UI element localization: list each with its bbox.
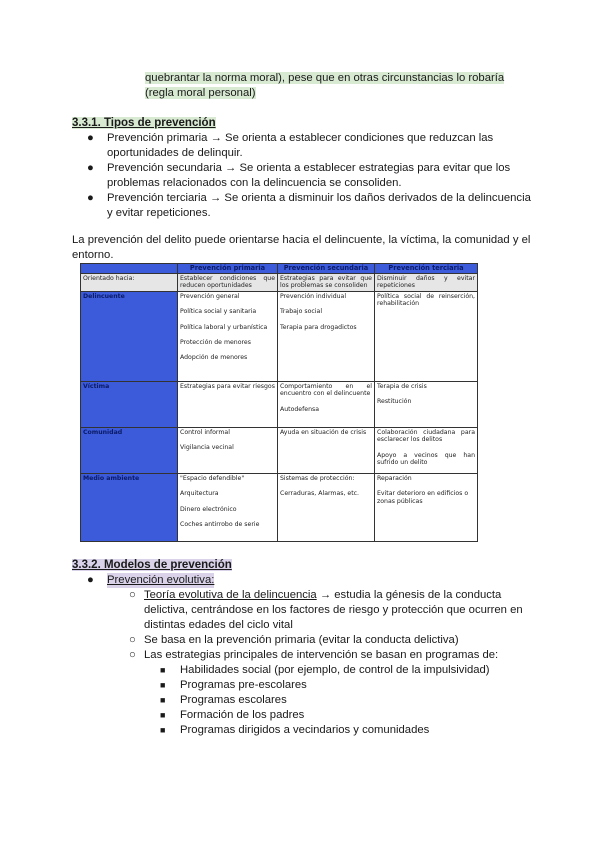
list-item: ■ Programas pre-escolares [160,679,307,691]
list-item: ● Prevención terciaria → Se orienta a disminuir los daños derivados de la delincuencia y evitar repeticiones. [87,192,531,219]
prevention-table [80,263,478,542]
header-cell: Prevención primaria [178,264,278,274]
bullet-circle-icon: ○ [129,634,136,646]
list-item: ○ Las estrategias principales de intervención se basan en programas de: [129,649,499,661]
bullet-dot-icon: ● [87,574,94,586]
list-item: ■ Formación de los padres [160,709,305,721]
list-item: ■ Programas dirigidos a vecindarios y comunidades [160,724,430,736]
tipos-heading: 3.3.1. Tipos de prevención [72,117,216,129]
table-row: Orientado hacia: Establecer condiciones que reducen oportunidades Estrategias para evitar que los problemas se consoliden Disminuir daños y evitar repeticiones [81,274,478,292]
tipos-list [72,131,542,221]
bullet-square-icon: ■ [160,680,166,690]
list-item: ● Prevención primaria → Se orienta a establecer condiciones que reduzcan las oportunidades de delinquir. [87,132,494,159]
bullet-square-icon: ■ [160,665,166,675]
header-cell: Prevención terciaria [375,264,478,274]
bullet-square-icon: ■ [160,695,166,705]
list-item: ○ Se basa en la prevención primaria (evitar la conducta delictiva) [129,634,459,646]
intro-continuation [145,71,525,101]
bullet-dot-icon: ● [87,132,94,144]
list-item: ○ Teoría evolutiva de la delincuencia → estudia la génesis de la conducta delictiva, centrándose en los factores de riesgo y protección que ocurren en distintas edades del ciclo vital [129,589,523,631]
bullet-circle-icon: ○ [129,589,136,601]
table-row: Comunidad Control informal Vigilancia vecinal Ayuda en situación de crisis Colaboración ciudadana para esclarecer los delitos Apoyo a vecinos que han sufrido un delito [81,427,478,473]
header-cell [81,264,178,274]
list-item: ● Prevención secundaria → Se orienta a establecer estrategias para evitar que los problemas relacionados con la delincuencia se consoliden. [87,162,511,189]
modelos-sublist [72,588,532,738]
tipos-section [72,116,542,221]
paragraph: La prevención del delito puede orientarse hacia el delincuente, la víctima, la comunidad y el entorno. [72,234,531,261]
table-row: Delincuente Prevención general Política social y sanitaria Política laboral y urbanística Protección de menores Adopción de menores Prevención individual Trabajo social Terapia para drogadictos Política social de reinserción, rehabilitación [81,291,478,381]
header-cell: Prevención secundaria [278,264,375,274]
intro-line: quebrantar la norma moral), pese que en otras circunstancias lo robaría [145,72,505,84]
list-item: ■ Habilidades social (por ejemplo, de control de la impulsividad) [160,664,490,676]
bullet-square-icon: ■ [160,725,166,735]
bullet-dot-icon: ● [87,162,94,174]
bullet-dot-icon: ● [87,192,94,204]
table-row: Medio ambiente "Espacio defendible" Arquitectura Dinero electrónico Coches antirrobo de serie Sistemas de protección: Cerraduras, Alarmas, etc. Reparación Evitar deterioro en edificios o zonas públicas [81,473,478,541]
table-row: Víctima Estrategias para evitar riesgos Comportamiento en el encuentro con el delincuente Autodefensa Terapia de crisis Restitución [81,381,478,427]
modelos-heading: 3.3.2. Modelos de prevención [72,559,232,571]
bullet-square-icon: ■ [160,710,166,720]
intro-line: (regla moral personal) [145,87,256,99]
bullet-circle-icon: ○ [129,649,136,661]
list-item: ■ Programas escolares [160,694,287,706]
table-header-row [81,264,478,274]
